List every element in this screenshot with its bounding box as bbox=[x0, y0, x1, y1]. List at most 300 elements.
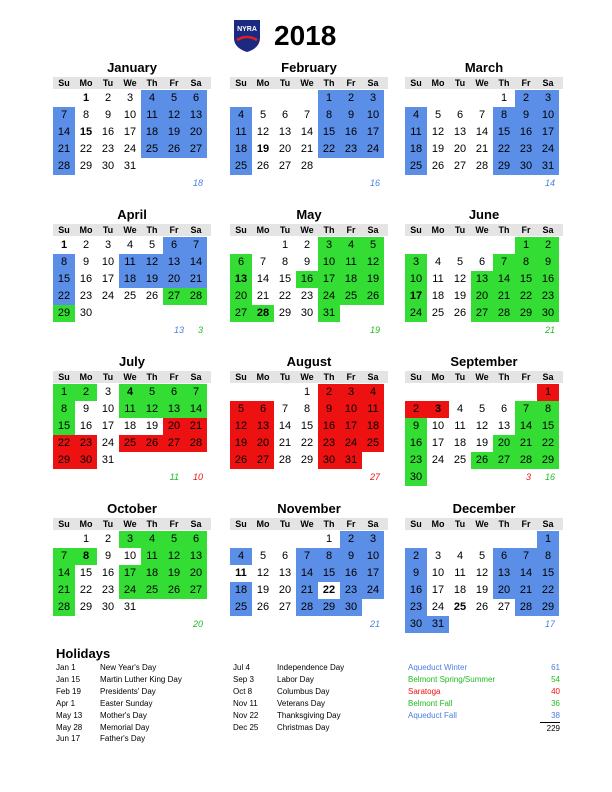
day-grid bbox=[405, 531, 563, 633]
weekday-label: Su bbox=[58, 372, 70, 382]
logo-text: NYRA bbox=[237, 26, 257, 33]
day-cell: 12 bbox=[256, 567, 270, 579]
day-cell: 21 bbox=[296, 582, 318, 599]
day-cell: 8 bbox=[318, 548, 340, 565]
month-name: June bbox=[468, 207, 500, 222]
day-cell: 15 bbox=[53, 418, 75, 435]
month-name: December bbox=[452, 501, 516, 516]
day-cell: 12 bbox=[256, 126, 270, 138]
day-cell: 18 bbox=[141, 124, 163, 141]
day-cell: 21 bbox=[278, 437, 292, 449]
day-cell: 14 bbox=[256, 273, 270, 285]
meet-days: 40 bbox=[551, 686, 560, 696]
holiday-name: New Year's Day bbox=[100, 663, 157, 672]
weekday-label: Fr bbox=[169, 519, 179, 529]
month-february bbox=[230, 60, 388, 175]
day-cell: 12 bbox=[475, 420, 489, 432]
day-cell: 30 bbox=[405, 469, 427, 486]
day-cell: 27 bbox=[185, 582, 207, 599]
weekday-label: Mo bbox=[431, 372, 445, 382]
day-cell: 7 bbox=[515, 548, 537, 565]
weekday-label: Fr bbox=[346, 78, 356, 88]
day-cell: 26 bbox=[230, 452, 252, 469]
meet-name: Belmont Spring/Summer bbox=[408, 674, 496, 684]
holiday-name: Christmas Day bbox=[277, 722, 330, 732]
weekday-label: Tu bbox=[102, 225, 114, 235]
weekday-label: Su bbox=[410, 372, 422, 382]
empty-cell bbox=[449, 384, 471, 401]
meet-name: Aqueduct Winter bbox=[408, 663, 468, 672]
day-cell: 29 bbox=[79, 160, 93, 172]
weekday-label: Su bbox=[235, 78, 247, 88]
day-cell: 25 bbox=[453, 601, 467, 613]
weekday-label: Tu bbox=[454, 372, 466, 382]
day-cell: 25 bbox=[362, 435, 384, 452]
race-day-counts bbox=[495, 178, 555, 188]
holiday-date: Apr 1 bbox=[56, 698, 76, 708]
day-cell: 15 bbox=[537, 418, 559, 435]
day-cell: 2 bbox=[537, 237, 559, 254]
day-cell: 15 bbox=[318, 124, 340, 141]
day-cell: 31 bbox=[427, 616, 449, 633]
day-cell: 20 bbox=[163, 418, 185, 435]
day-cell: 7 bbox=[185, 384, 207, 401]
day-cell: 30 bbox=[318, 452, 340, 469]
day-cell: 18 bbox=[230, 141, 252, 158]
day-cell: 6 bbox=[163, 384, 185, 401]
day-cell: 29 bbox=[53, 305, 75, 322]
weekday-label: Sa bbox=[542, 225, 554, 235]
weekday-label: Fr bbox=[169, 225, 179, 235]
day-cell: 20 bbox=[453, 143, 467, 155]
day-cell: 13 bbox=[252, 418, 274, 435]
holidays-list-2 bbox=[233, 662, 344, 733]
day-cell: 14 bbox=[475, 126, 489, 138]
weekday-label: We bbox=[475, 225, 489, 235]
day-cell: 7 bbox=[259, 256, 267, 268]
day-cell: 27 bbox=[230, 305, 252, 322]
day-cell: 10 bbox=[431, 420, 445, 432]
day-cell: 12 bbox=[475, 567, 489, 579]
count-blue: 17 bbox=[544, 619, 555, 629]
day-cell: 22 bbox=[278, 290, 292, 302]
day-cell: 6 bbox=[185, 531, 207, 548]
weekday-label: We bbox=[475, 78, 489, 88]
day-cell: 30 bbox=[405, 616, 427, 633]
meet-days: 36 bbox=[551, 698, 560, 708]
day-cell: 11 bbox=[432, 273, 444, 285]
holiday-row bbox=[233, 674, 344, 686]
weekday-label: Tu bbox=[102, 372, 114, 382]
day-cell: 8 bbox=[281, 256, 289, 268]
day-cell: 5 bbox=[478, 550, 486, 562]
day-cell: 25 bbox=[141, 582, 163, 599]
empty-cell bbox=[230, 531, 252, 548]
day-cell: 30 bbox=[101, 160, 115, 172]
day-cell: 21 bbox=[256, 290, 270, 302]
day-cell: 20 bbox=[185, 124, 207, 141]
day-cell: 24 bbox=[362, 141, 384, 158]
day-cell: 20 bbox=[493, 582, 515, 599]
day-cell: 10 bbox=[101, 403, 115, 415]
day-cell: 13 bbox=[278, 567, 292, 579]
day-cell: 7 bbox=[515, 401, 537, 418]
day-cell: 28 bbox=[515, 599, 537, 616]
day-cell: 2 bbox=[405, 548, 427, 565]
day-cell: 1 bbox=[537, 531, 559, 548]
empty-cell bbox=[427, 531, 449, 548]
holiday-row bbox=[56, 710, 182, 722]
day-cell: 16 bbox=[515, 124, 537, 141]
day-cell: 5 bbox=[259, 550, 267, 562]
day-cell: 23 bbox=[79, 290, 93, 302]
weekday-label: Mo bbox=[256, 519, 270, 529]
day-cell: 25 bbox=[340, 288, 362, 305]
weekday-label: Sa bbox=[367, 225, 379, 235]
day-cell: 9 bbox=[405, 565, 427, 582]
day-cell: 23 bbox=[405, 599, 427, 616]
day-cell: 23 bbox=[300, 290, 314, 302]
weekday-label: Su bbox=[58, 78, 70, 88]
holiday-name: Columbus Day bbox=[277, 686, 330, 696]
day-cell: 17 bbox=[123, 126, 137, 138]
day-cell: 21 bbox=[185, 418, 207, 435]
day-cell: 15 bbox=[278, 273, 292, 285]
day-cell: 16 bbox=[296, 271, 318, 288]
empty-cell bbox=[405, 237, 427, 254]
weekday-header bbox=[405, 371, 563, 383]
day-cell: 12 bbox=[141, 401, 163, 418]
meet-row bbox=[408, 710, 560, 722]
holiday-date: May 28 bbox=[56, 722, 83, 732]
weekday-label: Su bbox=[235, 372, 247, 382]
weekday-label: Su bbox=[410, 519, 422, 529]
total-row bbox=[408, 722, 560, 735]
day-cell: 24 bbox=[101, 437, 115, 449]
count-green: 16 bbox=[544, 472, 555, 482]
weekday-label: Fr bbox=[521, 78, 531, 88]
day-grid bbox=[53, 90, 211, 175]
weekday-label: Mo bbox=[256, 225, 270, 235]
count-blue: 14 bbox=[544, 178, 555, 188]
day-cell: 25 bbox=[123, 290, 137, 302]
weekday-label: Su bbox=[410, 225, 422, 235]
holiday-row bbox=[233, 686, 344, 698]
empty-cell bbox=[405, 531, 427, 548]
day-cell: 16 bbox=[340, 124, 362, 141]
weekday-label: Th bbox=[498, 372, 510, 382]
holiday-date: Nov 22 bbox=[233, 710, 259, 720]
day-cell: 24 bbox=[318, 288, 340, 305]
day-cell: 1 bbox=[53, 384, 75, 401]
day-cell: 1 bbox=[82, 533, 90, 545]
count-red: 3 bbox=[525, 472, 531, 482]
day-cell: 9 bbox=[318, 401, 340, 418]
day-cell: 9 bbox=[82, 403, 90, 415]
day-cell: 2 bbox=[75, 384, 97, 401]
day-cell: 22 bbox=[493, 141, 515, 158]
day-cell: 27 bbox=[497, 601, 511, 613]
day-cell: 26 bbox=[471, 452, 493, 469]
day-cell: 18 bbox=[405, 141, 427, 158]
weekday-header bbox=[230, 77, 388, 89]
day-cell: 15 bbox=[493, 124, 515, 141]
day-cell: 19 bbox=[431, 143, 445, 155]
day-cell: 23 bbox=[101, 584, 115, 596]
month-november bbox=[230, 501, 388, 616]
race-day-counts bbox=[495, 472, 555, 482]
weekday-label: Sa bbox=[190, 225, 202, 235]
day-grid bbox=[405, 237, 563, 322]
empty-cell bbox=[471, 384, 493, 401]
day-cell: 9 bbox=[104, 109, 112, 121]
weekday-label: Mo bbox=[79, 225, 93, 235]
day-cell: 10 bbox=[537, 107, 559, 124]
day-cell: 10 bbox=[123, 109, 137, 121]
day-cell: 21 bbox=[53, 582, 75, 599]
weekday-label: Tu bbox=[454, 78, 466, 88]
day-cell: 20 bbox=[493, 435, 515, 452]
day-cell: 1 bbox=[515, 237, 537, 254]
day-cell: 27 bbox=[471, 305, 493, 322]
day-cell: 27 bbox=[278, 601, 292, 613]
day-cell: 7 bbox=[296, 548, 318, 565]
race-day-counts bbox=[495, 619, 555, 629]
weekday-label: We bbox=[123, 519, 137, 529]
day-cell: 17 bbox=[101, 273, 115, 285]
day-cell: 4 bbox=[141, 531, 163, 548]
total-days: 229 bbox=[540, 722, 560, 735]
holiday-date: Jan 1 bbox=[56, 663, 76, 672]
empty-cell bbox=[274, 384, 296, 401]
day-cell: 23 bbox=[340, 141, 362, 158]
race-day-counts bbox=[143, 472, 203, 482]
weekday-label: Sa bbox=[190, 78, 202, 88]
day-cell: 2 bbox=[340, 90, 362, 107]
holiday-row bbox=[56, 674, 182, 686]
month-name: April bbox=[117, 207, 147, 222]
day-cell: 8 bbox=[537, 548, 559, 565]
day-cell: 26 bbox=[163, 582, 185, 599]
day-cell: 5 bbox=[141, 384, 163, 401]
weekday-label: Sa bbox=[367, 519, 379, 529]
meet-days: 54 bbox=[551, 674, 560, 684]
day-cell: 10 bbox=[123, 550, 137, 562]
day-cell: 2 bbox=[104, 533, 112, 545]
meet-days: 38 bbox=[551, 710, 560, 720]
day-cell: 26 bbox=[475, 601, 489, 613]
count-blue: 13 bbox=[173, 325, 184, 335]
weekday-label: We bbox=[123, 78, 137, 88]
meet-row bbox=[408, 698, 560, 710]
day-cell: 10 bbox=[340, 401, 362, 418]
weekday-label: Sa bbox=[190, 372, 202, 382]
day-cell: 18 bbox=[362, 418, 384, 435]
day-cell: 3 bbox=[340, 384, 362, 401]
day-cell: 31 bbox=[123, 601, 137, 613]
weekday-label: Sa bbox=[542, 78, 554, 88]
day-cell: 8 bbox=[75, 548, 97, 565]
weekday-label: Th bbox=[323, 78, 335, 88]
day-cell: 12 bbox=[141, 254, 163, 271]
day-cell: 22 bbox=[300, 437, 314, 449]
day-cell: 28 bbox=[296, 599, 318, 616]
day-cell: 2 bbox=[104, 92, 112, 104]
day-cell: 26 bbox=[453, 307, 467, 319]
weekday-label: Sa bbox=[542, 372, 554, 382]
day-cell: 29 bbox=[493, 158, 515, 175]
day-cell: 12 bbox=[163, 107, 185, 124]
empty-cell bbox=[449, 237, 471, 254]
day-cell: 24 bbox=[119, 582, 141, 599]
day-cell: 3 bbox=[126, 92, 134, 104]
weekday-label: Fr bbox=[346, 519, 356, 529]
day-cell: 21 bbox=[515, 582, 537, 599]
meet-row bbox=[408, 674, 560, 686]
day-cell: 27 bbox=[278, 160, 292, 172]
month-name: May bbox=[296, 207, 322, 222]
day-cell: 31 bbox=[537, 158, 559, 175]
day-cell: 7 bbox=[53, 107, 75, 124]
month-name: January bbox=[107, 60, 157, 75]
meet-name: Belmont Fall bbox=[408, 698, 453, 708]
day-cell: 19 bbox=[362, 271, 384, 288]
day-cell: 23 bbox=[405, 452, 427, 469]
day-cell: 25 bbox=[230, 599, 252, 616]
day-cell: 31 bbox=[318, 305, 340, 322]
weekday-label: Th bbox=[146, 372, 158, 382]
day-cell: 25 bbox=[230, 158, 252, 175]
day-cell: 27 bbox=[185, 141, 207, 158]
day-cell: 28 bbox=[185, 288, 207, 305]
day-cell: 25 bbox=[405, 158, 427, 175]
day-cell: 4 bbox=[141, 90, 163, 107]
empty-cell bbox=[252, 384, 274, 401]
day-cell: 18 bbox=[141, 565, 163, 582]
day-cell: 15 bbox=[515, 271, 537, 288]
holiday-name: Labor Day bbox=[277, 674, 314, 684]
day-cell: 21 bbox=[493, 288, 515, 305]
holiday-row bbox=[56, 686, 182, 698]
day-cell: 2 bbox=[318, 384, 340, 401]
month-august bbox=[230, 354, 388, 469]
day-cell: 28 bbox=[475, 160, 489, 172]
empty-cell bbox=[230, 90, 252, 107]
weekday-label: Fr bbox=[346, 225, 356, 235]
day-grid bbox=[53, 237, 211, 322]
count-green: 19 bbox=[369, 325, 380, 335]
day-cell: 28 bbox=[493, 305, 515, 322]
month-name: October bbox=[107, 501, 157, 516]
day-cell: 13 bbox=[163, 401, 185, 418]
day-cell: 11 bbox=[235, 567, 247, 579]
holidays-list-1 bbox=[56, 662, 182, 745]
weekday-header bbox=[53, 77, 211, 89]
month-name: August bbox=[286, 354, 332, 369]
weekday-label: Th bbox=[323, 372, 335, 382]
day-cell: 4 bbox=[230, 548, 252, 565]
weekday-label: Fr bbox=[521, 519, 531, 529]
weekday-label: Mo bbox=[256, 372, 270, 382]
day-cell: 12 bbox=[362, 254, 384, 271]
day-grid bbox=[230, 531, 388, 616]
day-cell: 5 bbox=[478, 403, 486, 415]
count-green: 11 bbox=[169, 472, 179, 482]
weekday-label: Tu bbox=[102, 78, 114, 88]
day-cell: 6 bbox=[185, 90, 207, 107]
day-cell: 29 bbox=[300, 454, 314, 466]
day-cell: 10 bbox=[362, 107, 384, 124]
day-cell: 4 bbox=[456, 403, 464, 415]
day-grid bbox=[405, 384, 563, 486]
day-cell: 22 bbox=[79, 143, 93, 155]
day-cell: 22 bbox=[53, 288, 75, 305]
day-cell: 7 bbox=[478, 109, 486, 121]
nyra-logo bbox=[232, 18, 262, 54]
day-cell: 17 bbox=[318, 271, 340, 288]
day-cell: 5 bbox=[434, 109, 442, 121]
day-cell: 17 bbox=[537, 124, 559, 141]
weekday-header bbox=[230, 371, 388, 383]
day-cell: 18 bbox=[431, 290, 445, 302]
day-cell: 30 bbox=[79, 307, 93, 319]
day-cell: 10 bbox=[101, 256, 115, 268]
day-cell: 8 bbox=[493, 107, 515, 124]
day-cell: 30 bbox=[300, 307, 314, 319]
empty-cell bbox=[449, 90, 471, 107]
empty-cell bbox=[471, 237, 493, 254]
day-cell: 14 bbox=[300, 126, 314, 138]
day-cell: 12 bbox=[431, 126, 445, 138]
day-cell: 9 bbox=[82, 256, 90, 268]
day-cell: 16 bbox=[79, 420, 93, 432]
day-cell: 19 bbox=[475, 437, 489, 449]
day-cell: 20 bbox=[185, 565, 207, 582]
day-cell: 15 bbox=[318, 565, 340, 582]
day-cell: 13 bbox=[497, 420, 511, 432]
day-cell: 29 bbox=[515, 305, 537, 322]
day-cell: 11 bbox=[141, 548, 163, 565]
empty-cell bbox=[252, 237, 274, 254]
day-cell: 9 bbox=[104, 550, 112, 562]
weekday-label: Tu bbox=[454, 519, 466, 529]
day-cell: 3 bbox=[537, 90, 559, 107]
month-september bbox=[405, 354, 563, 486]
weekday-label: We bbox=[475, 519, 489, 529]
day-cell: 2 bbox=[303, 239, 311, 251]
day-cell: 1 bbox=[82, 92, 90, 104]
day-cell: 19 bbox=[256, 584, 270, 596]
empty-cell bbox=[274, 531, 296, 548]
day-cell: 20 bbox=[471, 288, 493, 305]
day-cell: 19 bbox=[145, 420, 159, 432]
day-cell: 30 bbox=[537, 305, 559, 322]
day-cell: 16 bbox=[405, 582, 427, 599]
holiday-row bbox=[56, 722, 182, 734]
weekday-label: Sa bbox=[190, 519, 202, 529]
empty-cell bbox=[471, 531, 493, 548]
day-cell: 24 bbox=[537, 141, 559, 158]
day-cell: 31 bbox=[101, 454, 115, 466]
empty-cell bbox=[252, 531, 274, 548]
day-cell: 30 bbox=[101, 601, 115, 613]
empty-cell bbox=[230, 237, 252, 254]
weekday-label: Tu bbox=[279, 225, 291, 235]
day-cell: 27 bbox=[493, 452, 515, 469]
holiday-name: Mother's Day bbox=[100, 710, 147, 720]
day-cell: 3 bbox=[119, 531, 141, 548]
day-cell: 9 bbox=[515, 107, 537, 124]
